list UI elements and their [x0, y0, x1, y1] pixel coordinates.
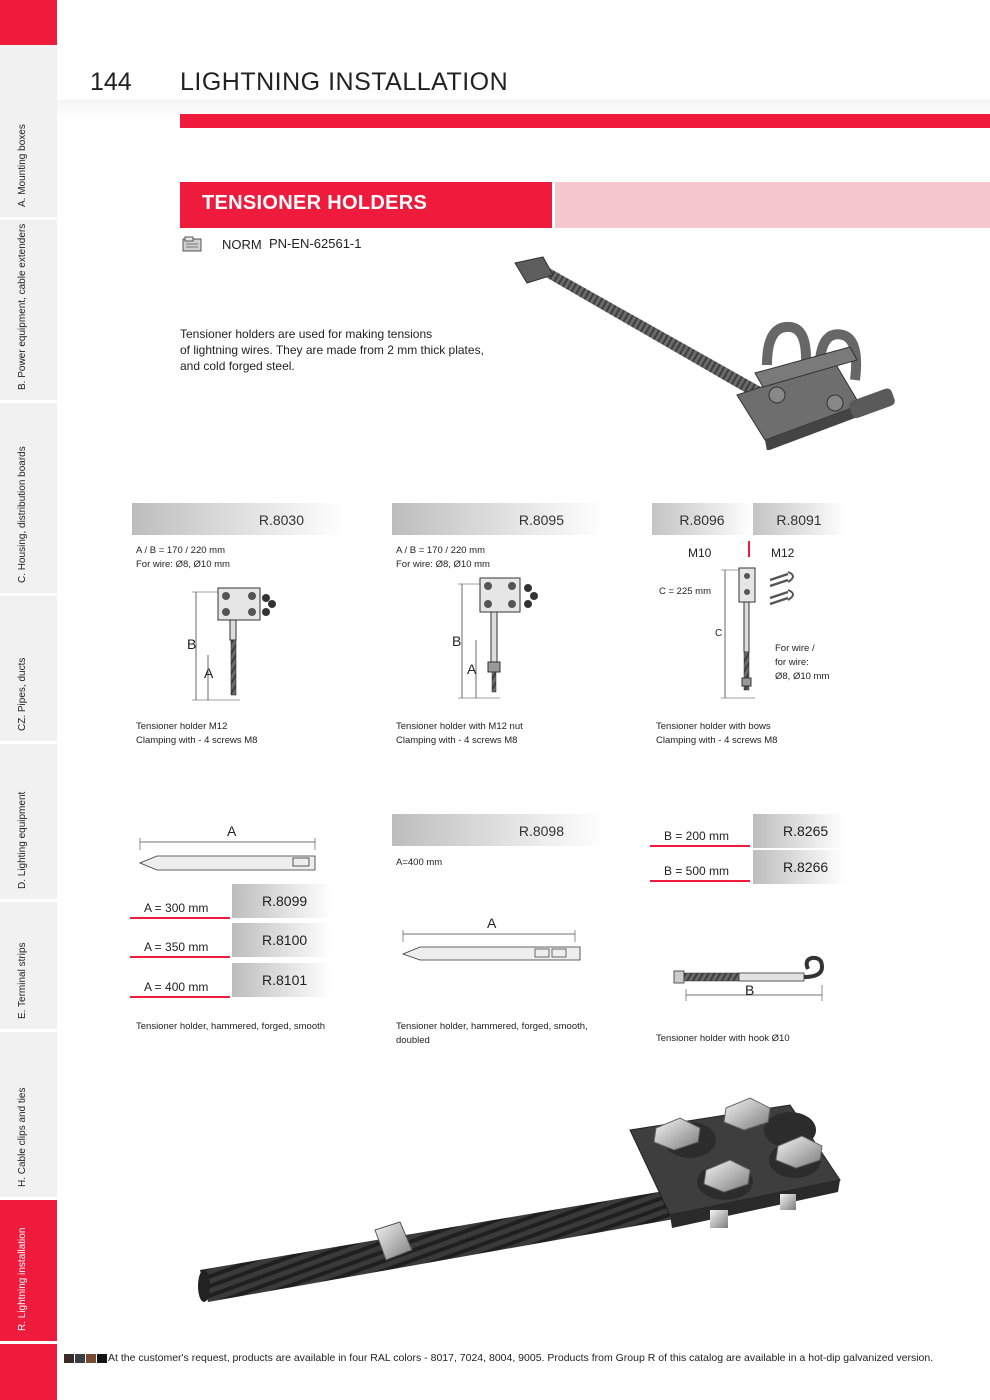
sidebar-item-lightning[interactable]	[0, 1200, 57, 1344]
product-caption: doubled	[396, 1035, 430, 1046]
option-length-350: A = 350 mm	[130, 936, 230, 958]
intro-line: of lightning wires. They are made from 2 mm thick plates,	[180, 343, 484, 357]
dimension-label: A	[204, 665, 214, 681]
footer-note: At the customer's request, products are available in four RAL colors - 8017, 7024, 8004, 9005. Products from Group R of this catalog are available in a hot-dip galvanized version.	[108, 1352, 934, 1364]
sidebar-item-terminal-strips[interactable]	[0, 902, 57, 1032]
option-code-r8266: R.8266	[753, 850, 845, 884]
product-code-r8098: R.8098	[392, 814, 604, 846]
sidebar-item-housing[interactable]	[0, 403, 57, 596]
product-caption: Tensioner holder, hammered, forged, smooth	[136, 1021, 326, 1032]
wire-spec: For wire /	[775, 643, 815, 654]
sidebar-item-lighting[interactable]	[0, 744, 57, 902]
option-code-r8100: R.8100	[232, 923, 332, 957]
product-caption: Tensioner holder, hammered, forged, smooth,	[396, 1021, 588, 1032]
product-spec: A / B = 170 / 220 mm	[136, 545, 225, 556]
product-caption: Tensioner holder with hook Ø10	[656, 1033, 790, 1044]
option-length-400: A = 400 mm	[130, 976, 230, 998]
dimension-label: B	[452, 633, 462, 649]
sidebar-item-label: CZ. Pipes, ducts	[17, 657, 28, 731]
sidebar-item-label: H. Cable clips and ties	[17, 1087, 28, 1187]
sidebar-item-power-equipment[interactable]	[0, 220, 57, 403]
product-caption: Clamping with - 4 screws M8	[656, 735, 778, 746]
section-title: TENSIONER HOLDERS	[180, 182, 552, 228]
wire-spec: for wire:	[775, 657, 809, 668]
thread-label: M12	[771, 546, 795, 560]
option-code-r8265: R.8265	[753, 814, 845, 848]
option-code-r8099: R.8099	[232, 884, 332, 918]
product-caption: Clamping with - 4 screws M8	[396, 735, 518, 746]
dimension-label: B	[745, 982, 755, 998]
section-title-band	[555, 182, 990, 228]
dimension-label: B	[187, 636, 197, 652]
sidebar-item-cable-clips[interactable]	[0, 1032, 57, 1200]
sidebar	[0, 0, 57, 1400]
product-spec: For wire: Ø8, Ø10 mm	[136, 559, 230, 570]
color-swatch	[75, 1354, 85, 1363]
product-spec: A / B = 170 / 220 mm	[396, 545, 485, 556]
thread-label: M10	[688, 546, 712, 560]
header-bar	[180, 114, 990, 128]
product-spec: C = 225 mm	[659, 586, 712, 597]
option-code-r8101: R.8101	[232, 963, 332, 997]
product-code-r8091: R.8091	[753, 503, 845, 535]
forged-rod-doubled-drawing	[400, 930, 590, 966]
product-caption: Tensioner holder with M12 nut	[396, 721, 523, 732]
document-icon	[182, 236, 202, 252]
product-code-r8096: R.8096	[652, 503, 752, 535]
intro-line: and cold forged steel.	[180, 359, 295, 373]
sidebar-item-label: E. Terminal strips	[17, 942, 28, 1019]
intro-text	[180, 326, 490, 374]
product-caption: Tensioner holder with bows	[656, 721, 771, 732]
wire-spec: Ø8, Ø10 mm	[775, 671, 830, 682]
option-length-500: B = 500 mm	[650, 860, 750, 882]
dimension-label: A	[467, 661, 477, 677]
page-number: 144	[90, 68, 132, 96]
product-spec: A=400 mm	[396, 857, 443, 868]
tensioner-holder-large-photo	[190, 1090, 850, 1335]
sidebar-item-label: D. Lighting equipment	[17, 791, 28, 889]
forged-rod-drawing	[135, 838, 325, 874]
color-swatch	[97, 1354, 107, 1363]
sidebar-item-label: C. Housing, distribution boards	[17, 446, 28, 583]
product-spec: For wire: Ø8, Ø10 mm	[396, 559, 490, 570]
color-swatch	[64, 1354, 74, 1363]
sidebar-bottom-block	[0, 1344, 57, 1400]
option-length-200: B = 200 mm	[650, 825, 750, 847]
product-code-r8030: R.8030	[132, 503, 344, 535]
tensioner-holder-nut-drawing	[450, 570, 560, 705]
color-swatch	[86, 1354, 96, 1363]
sidebar-item-label: R. Lightning installation	[17, 1227, 28, 1331]
dimension-label: A	[227, 823, 237, 839]
product-caption: Clamping with - 4 screws M8	[136, 735, 258, 746]
tensioner-holder-photo	[505, 255, 905, 450]
intro-line: Tensioner holders are used for making tensions	[180, 327, 433, 341]
norm-label: NORM	[222, 237, 262, 252]
option-length-300: A = 300 mm	[130, 897, 230, 919]
sidebar-item-label: B. Power equipment, cable extenders	[17, 223, 28, 390]
product-code-r8095: R.8095	[392, 503, 604, 535]
norm-value: PN-EN-62561-1	[269, 236, 362, 251]
product-caption: Tensioner holder M12	[136, 721, 228, 732]
sidebar-item-label: A. Mounting boxes	[17, 124, 28, 207]
sidebar-item-pipes[interactable]	[0, 596, 57, 744]
page-title: LIGHTNING INSTALLATION	[180, 68, 509, 96]
dimension-label: A	[487, 915, 497, 931]
divider	[748, 541, 750, 557]
dimension-label: C	[715, 628, 723, 639]
sidebar-item-mounting-boxes[interactable]	[0, 45, 57, 220]
tensioner-holder-drawing	[180, 570, 290, 705]
sidebar-top-block	[0, 0, 57, 45]
